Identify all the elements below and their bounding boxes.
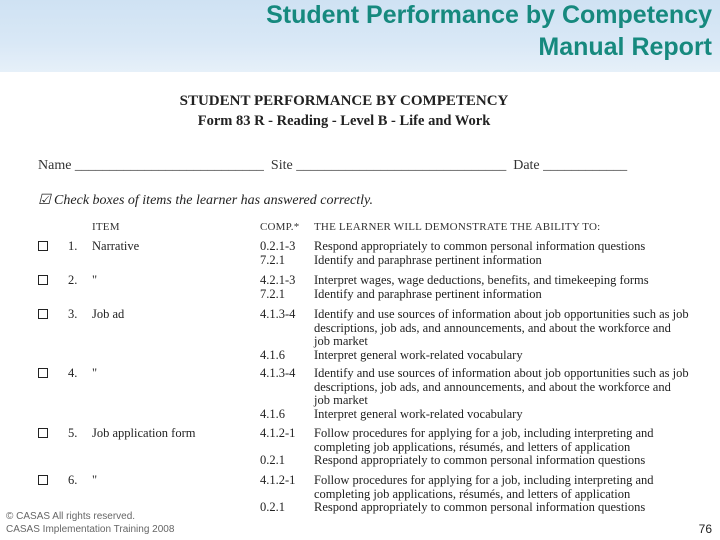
form-subtitle: Form 83 R - Reading - Level B - Life and Work bbox=[197, 113, 491, 129]
competency-code: 7.2.1 bbox=[260, 252, 285, 267]
competency-code: 4.1.2-1 bbox=[260, 426, 296, 440]
competency-code: 0.2.1 bbox=[260, 500, 285, 515]
competency-description: Respond appropriately to common personal information questions bbox=[314, 500, 646, 515]
item-checkbox[interactable] bbox=[38, 241, 48, 251]
item-label: " bbox=[92, 473, 98, 487]
slide-title: Student Performance by Competency bbox=[266, 1, 712, 29]
competency bbox=[260, 454, 690, 468]
competency-code: 4.1.3-4 bbox=[260, 366, 296, 380]
competency-list bbox=[260, 274, 690, 301]
competency bbox=[260, 274, 690, 288]
competency bbox=[260, 474, 690, 501]
col-desc-header: THE LEARNER WILL DEMONSTRATE THE ABILITY TO: bbox=[314, 221, 601, 233]
competency bbox=[260, 254, 690, 268]
competency-list bbox=[260, 427, 690, 468]
competency-description: Respond appropriately to common personal information questions bbox=[314, 239, 646, 253]
competency-list bbox=[260, 308, 690, 362]
competency-description: Follow procedures for applying for a job, including interpreting and completing job applications, résumés, and letters of application bbox=[314, 473, 654, 501]
item-checkbox[interactable] bbox=[38, 368, 48, 378]
competency bbox=[260, 349, 690, 363]
competency-description: Follow procedures for applying for a job, including interpreting and completing job applications, résumés, and letters of application bbox=[314, 426, 654, 454]
copyright: © CASAS All rights reserved. bbox=[6, 511, 136, 522]
competency-code: 4.2.1-3 bbox=[260, 273, 296, 287]
item-label: " bbox=[92, 366, 98, 380]
item-number: 6. bbox=[68, 473, 78, 487]
item-label: Job application form bbox=[92, 426, 196, 440]
competency-list bbox=[260, 474, 690, 515]
item-number: 5. bbox=[68, 426, 78, 440]
item-number: 4. bbox=[68, 366, 78, 380]
competency-code: 0.2.1 bbox=[260, 453, 285, 468]
competency-description: Interpret general work-related vocabulary bbox=[314, 347, 523, 362]
competency bbox=[260, 240, 690, 254]
competency-list bbox=[260, 240, 690, 267]
competency-description: Interpret general work-related vocabulary bbox=[314, 406, 523, 421]
item-number: 1. bbox=[68, 239, 78, 253]
col-item-header: ITEM bbox=[92, 221, 120, 233]
competency-list bbox=[260, 367, 690, 421]
competency bbox=[260, 501, 690, 515]
competency bbox=[260, 308, 690, 349]
instruction: ☑ Check boxes of items the learner has answered correctly. bbox=[38, 193, 373, 208]
item-number: 2. bbox=[68, 273, 78, 287]
competency-description: Interpret wages, wage deductions, benefits, and timekeeping forms bbox=[314, 273, 649, 287]
item-label: Narrative bbox=[92, 239, 140, 253]
item-checkbox[interactable] bbox=[38, 275, 48, 285]
item-number: 3. bbox=[68, 307, 78, 321]
page-number: 76 bbox=[698, 522, 712, 536]
name-site-date-line: Name ___________________________ Site ______________________________ Date ____________ bbox=[38, 158, 628, 173]
col-comp-header: COMP.* bbox=[260, 221, 300, 233]
competency-description: Identify and use sources of information about job opportunities such as job descriptions, job ads, and announcements, and about the workforce and job market bbox=[314, 307, 689, 349]
competency-description: Identify and use sources of information about job opportunities such as job descriptions, job ads, and announcements, and about the workforce and job market bbox=[314, 366, 689, 408]
competency-code: 4.1.6 bbox=[260, 347, 285, 362]
competency-code: 4.1.6 bbox=[260, 406, 285, 421]
competency bbox=[260, 367, 690, 408]
competency-code: 4.1.2-1 bbox=[260, 473, 296, 487]
competency-code: 0.2.1-3 bbox=[260, 239, 296, 253]
competency-code: 7.2.1 bbox=[260, 286, 285, 301]
item-checkbox[interactable] bbox=[38, 475, 48, 485]
competency bbox=[260, 408, 690, 422]
footer-training: CASAS Implementation Training 2008 bbox=[6, 524, 175, 535]
competency-description: Identify and paraphrase pertinent information bbox=[314, 286, 542, 301]
form-title: STUDENT PERFORMANCE BY COMPETENCY bbox=[179, 93, 509, 109]
item-checkbox[interactable] bbox=[38, 309, 48, 319]
competency-description: Respond appropriately to common personal information questions bbox=[314, 453, 646, 468]
item-checkbox[interactable] bbox=[38, 428, 48, 438]
competency bbox=[260, 288, 690, 302]
item-label: " bbox=[92, 273, 98, 287]
slide-subtitle: Manual Report bbox=[538, 33, 712, 61]
competency bbox=[260, 427, 690, 454]
item-label: Job ad bbox=[92, 307, 125, 321]
competency-description: Identify and paraphrase pertinent information bbox=[314, 252, 542, 267]
competency-code: 4.1.3-4 bbox=[260, 307, 296, 321]
